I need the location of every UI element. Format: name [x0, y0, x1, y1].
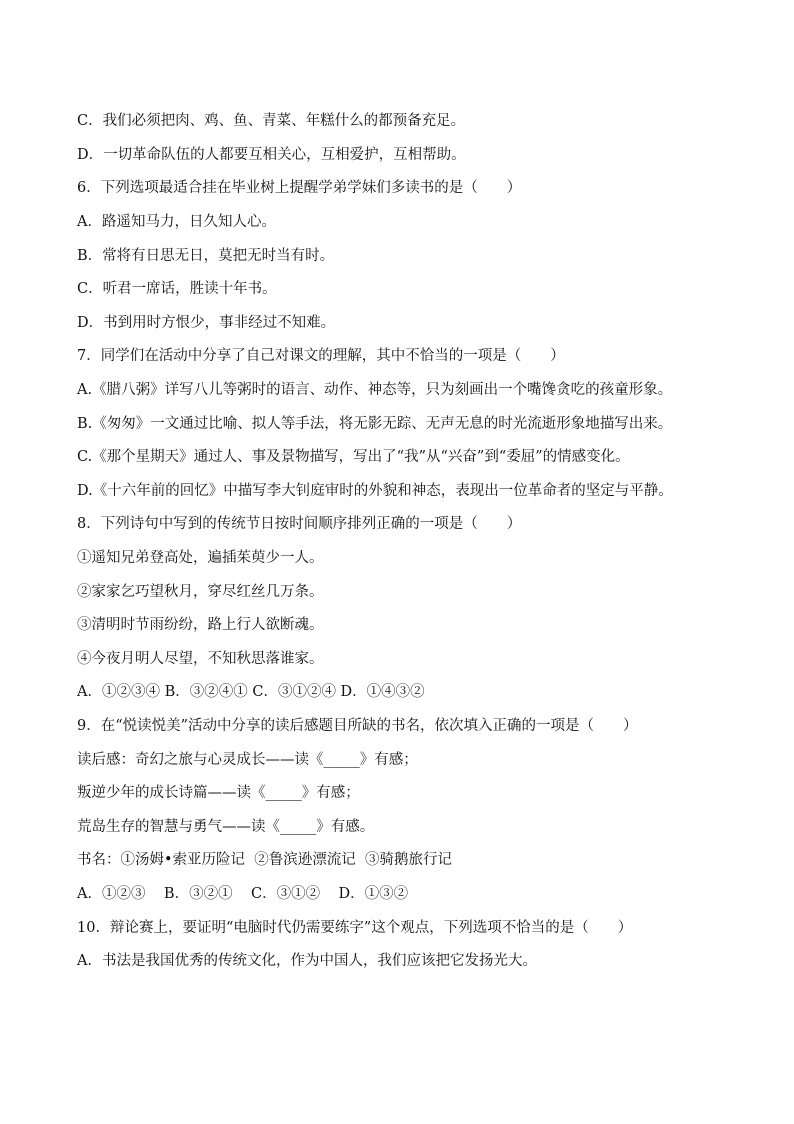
q9-book-list: 书名：①汤姆•索亚历险记 ②鲁滨逊漂流记 ③骑鹅旅行记	[77, 852, 452, 868]
q6-stem: 6．下列选项最适合挂在毕业树上提醒学弟学妹们多读书的是（ ）	[77, 180, 522, 196]
q8-poem-4: ④今夜月明人尽望，不知秋思落谁家。	[77, 651, 324, 667]
q7-option-a: A.《腊八粥》详写八儿等粥时的语言、动作、神态等，只为刻画出一个嘴馋贪吃的孩童形象。	[77, 382, 673, 398]
q6-option-a: A．路遥知马力，日久知人心。	[77, 214, 276, 230]
q7-option-c: C.《那个星期天》通过人、事及景物描写，写出了“我”从“兴奋”到“委屈”的情感变化。	[77, 449, 630, 465]
q8-poem-1: ①遥知兄弟登高处，遍插茱萸少一人。	[77, 550, 324, 566]
q7-stem: 7．同学们在活动中分享了自己对课文的理解，其中不恰当的一项是（ ）	[77, 348, 565, 364]
q8-stem: 8．下列诗句中写到的传统节日按时间顺序排列正确的一项是（ ）	[77, 516, 522, 532]
q7-option-d: D.《十六年前的回忆》中描写李大钊庭审时的外貌和神态，表现出一位革命者的坚定与平静。	[77, 483, 673, 499]
q5-option-c: C．我们必须把肉、鸡、鱼、青菜、年糕什么的都预备充足。	[77, 113, 466, 129]
q7-option-b: B.《匆匆》一文通过比喻、拟人等手法，将无影无踪、无声无息的时光流逝形象地描写出来。	[77, 416, 673, 432]
q8-poem-2: ②家家乞巧望秋月，穿尽红丝几万条。	[77, 584, 324, 600]
q5-option-d: D．一切革命队伍的人都要互相关心，互相爱护，互相帮助。	[77, 147, 466, 163]
q10-stem: 10．辩论赛上，要证明“电脑时代仍需要练字”这个观点，下列选项不恰当的是（ ）	[77, 920, 633, 936]
q6-option-d: D．书到用时方恨少，事非经过不知难。	[77, 315, 336, 331]
q9-options: A．①②③ B．③②① C．③①② D．①③②	[77, 886, 409, 902]
q10-option-a: A．书法是我国优秀的传统文化，作为中国人，我们应该把它发扬光大。	[77, 953, 537, 969]
q8-options: A．①②③④ B．③②④① C．③①②④ D．①④③②	[77, 684, 425, 700]
q8-poem-3: ③清明时节雨纷纷，路上行人欲断魂。	[77, 617, 324, 633]
q6-option-b: B．常将有日思无日，莫把无时当有时。	[77, 248, 335, 264]
q9-title-3: 荒岛生存的智慧与勇气——读《_____》有感。	[77, 819, 375, 835]
q6-option-c: C．听君一席话，胜读十年书。	[77, 281, 277, 297]
q9-title-2: 叛逆少年的成长诗篇——读《_____》有感；	[77, 785, 360, 801]
q9-title-1: 读后感：奇幻之旅与心灵成长——读《_____》有感；	[77, 752, 418, 768]
q9-stem: 9．在“悦读悦美”活动中分享的读后感题目所缺的书名，依次填入正确的一项是（ ）	[77, 718, 638, 734]
